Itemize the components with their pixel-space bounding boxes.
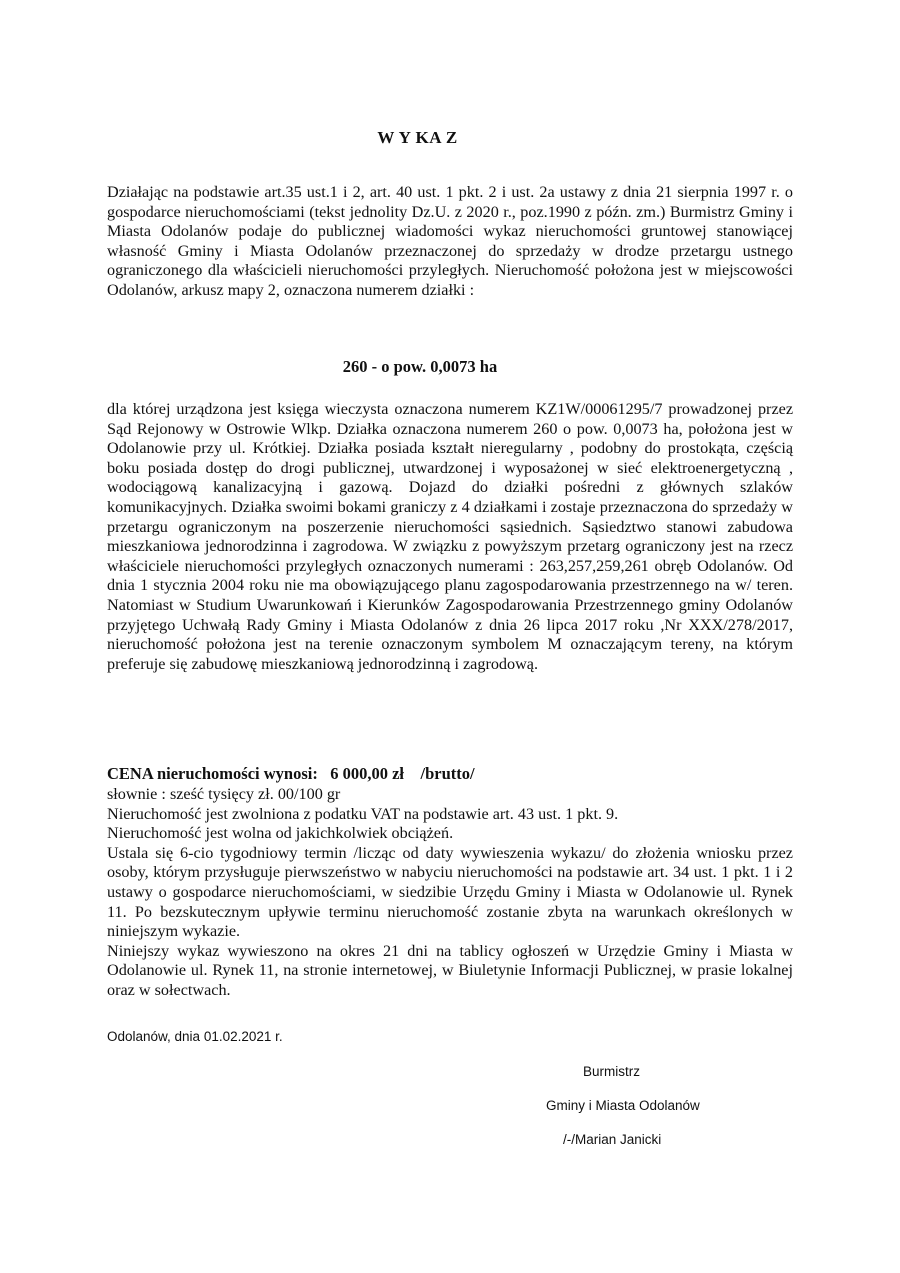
date-line: Odolanów, dnia 01.02.2021 r. (107, 1029, 283, 1044)
plot-number-line: 260 - o pow. 0,0073 ha (342, 357, 498, 376)
deadline-paragraph: Ustala się 6-cio tygodniowy termin /licząc od daty wywieszenia wykazu/ do złożenia wniosku przez osoby, którym przysługuje pierwszeństwo w nabyciu nieruchomości na podstawie art. 34 ust. 1 pkt. 1 i 2 ustawy o gospodarce nieruchomościami, w siedzibie Urzędu Gminy i Miasta w Odolanowie ul. Rynek 11. Po bezskutecznym upływie terminu nieruchomość zostanie zbyta na warunkach określonych w niniejszym wykazie. (107, 843, 793, 941)
signature-role: Burmistrz (583, 1064, 640, 1079)
description-paragraph: dla której urządzona jest księga wieczysta oznaczona numerem KZ1W/00061295/7 prowadzonej przez Sąd Rejonowy w Ostrowie Wlkp. Działka oznaczona numerem 260 o pow. 0,0073 ha, położona jest w Odolanowie przy ul. Krótkiej. Działka posiada kształt nieregularny , podobny do prostokąta, częścią boku posiada dostęp do drogi publicznej, utwardzonej i wyposażonej w sieć elektroenergetyczną , wodociągową kanalizacyjną i gazową. Dojazd do działki pośredni z głównych szlaków komunikacyjnych. Działka swoimi bokami graniczy z 4 działkami i zostaje przeznaczona do sprzedaży w przetargu ograniczonym na poszerzenie nieruchomości sąsiednich. Sąsiedztwo stanowi zabudowa mieszkaniowa jednorodzinna i zagrodowa. W związku z powyższym przetarg ograniczony jest na rzecz właściciele nieruchomości przyległych oznaczonych numerami : 263,257,259,261 obręb Odolanów. Od dnia 1 stycznia 2004 roku nie ma obowiązującego planu zagospodarowania przestrzennego na w/ teren. Natomiast w Studium Uwarunkowań i Kierunków Zagospodarowania Przestrzennego gminy Odolanów przyjętego Uchwałą Rady Gminy i Miasta Odolanów z dnia 26 lipca 2017 roku ,Nr XXX/278/2017, nieruchomość położona jest na terenie oznaczonym symbolem M oznaczającym tereny, na którym preferuje się zabudowę mieszkaniową jednorodzinną i zagrodową. (107, 400, 793, 673)
signature-office: Gminy i Miasta Odolanów (546, 1098, 700, 1113)
conditions-section (107, 785, 793, 1001)
intro-paragraph: Działając na podstawie art.35 ust.1 i 2, art. 40 ust. 1 pkt. 2 i ust. 2a ustawy z dnia 21 sierpnia 1997 r. o gospodarce nieruchomościami (tekst jednolity Dz.U. z 2020 r., poz.1990 z późn. zm.) Burmistrz Gminy i Miasta Odolanów podaje do publicznej wiadomości wykaz nieruchomości gruntowej stanowiącej własność Gminy i Miasta Odolanów przeznaczonej do sprzedaży w drodze przetargu ustnego ograniczonego dla właścicieli nieruchomości przyległych. Nieruchomość położona jest w miejscowości Odolanów, arkusz mapy 2, oznaczona numerem działki : (107, 183, 793, 299)
signature-name: /-/Marian Janicki (563, 1132, 662, 1147)
encumbrance-note: Nieruchomość jest wolna od jakichkolwiek obciążeń. (107, 824, 454, 843)
vat-note: Nieruchomość jest zwolniona z podatku VAT na podstawie art. 43 ust. 1 pkt. 9. (107, 804, 619, 823)
document-title: W Y KA Z (377, 128, 458, 147)
price-line: CENA nieruchomości wynosi: 6 000,00 zł /brutto/ (107, 764, 475, 783)
price-in-words: słownie : sześć tysięcy zł. 00/100 gr (107, 785, 341, 803)
posting-paragraph: Niniejszy wykaz wywieszono na okres 21 dni na tablicy ogłoszeń w Urzędzie Gminy i Miasta w Odolanowie ul. Rynek 11, na stronie internetowej, w Biuletynie Informacji Publicznej, w prasie lokalnej oraz w sołectwach. (107, 941, 793, 999)
